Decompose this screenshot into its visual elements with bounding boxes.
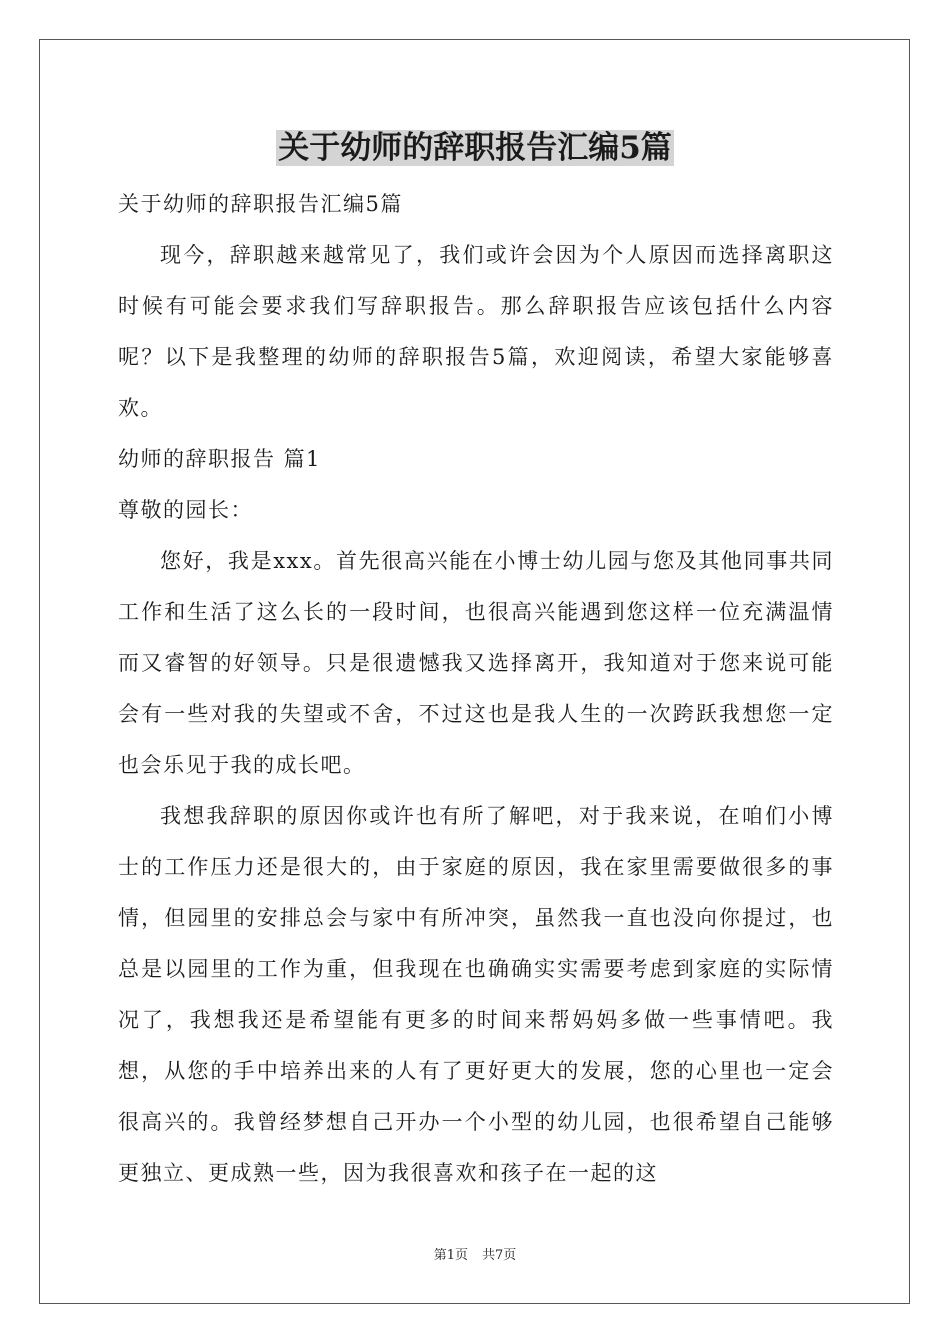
body-paragraph: 您好，我是xxx。首先很高兴能在小博士幼儿园与您及其他同事共同工作和生活了这么长的一段时间，也很高兴能遇到您这样一位充满温情而又睿智的好领导。只是很遗憾我又选择离开，我知道对于您来说可能会有一些对我的失望或不舍，不过这也是我人生的一次跨跃我想您一定也会乐见于我的成长吧。 [118, 549, 834, 777]
intro-paragraph: 现今，辞职越来越常见了，我们或许会因为个人原因而选择离职这时候有可能会要求我们写辞职报告。那么辞职报告应该包括什么内容呢？以下是我整理的幼师的辞职报告5篇，欢迎阅读，希望大家能够喜欢。 [118, 243, 834, 420]
document-title [0, 126, 950, 170]
page-footer [0, 1246, 950, 1266]
document-title-text: 关于幼师的辞职报告汇编5篇 [278, 130, 672, 166]
document-body [118, 179, 834, 1199]
subtitle-line: 关于幼师的辞职报告汇编5篇 [118, 192, 403, 216]
section-heading: 幼师的辞职报告 篇1 [118, 447, 322, 471]
body-paragraph: 我想我辞职的原因你或许也有所了解吧，对于我来说，在咱们小博士的工作压力还是很大的，由于家庭的原因，我在家里需要做很多的事情，但园里的安排总会与家中有所冲突，虽然我一直也没向你提过，也总是以园里的工作为重，但我现在也确确实实需要考虑到家庭的实际情况了，我想我还是希望能有更多的时间来帮妈妈多做一些事情吧。我想，从您的手中培养出来的人有了更好更大的发展，您的心里也一定会很高兴的。我曾经梦想自己开办一个小型的幼儿园，也很希望自己能够更独立、更成熟一些，因为我很喜欢和孩子在一起的这 [118, 804, 834, 1185]
salutation: 尊敬的园长： [118, 498, 253, 522]
page-total: 共7页 [482, 1248, 517, 1263]
page-number: 第1页 [433, 1248, 468, 1263]
